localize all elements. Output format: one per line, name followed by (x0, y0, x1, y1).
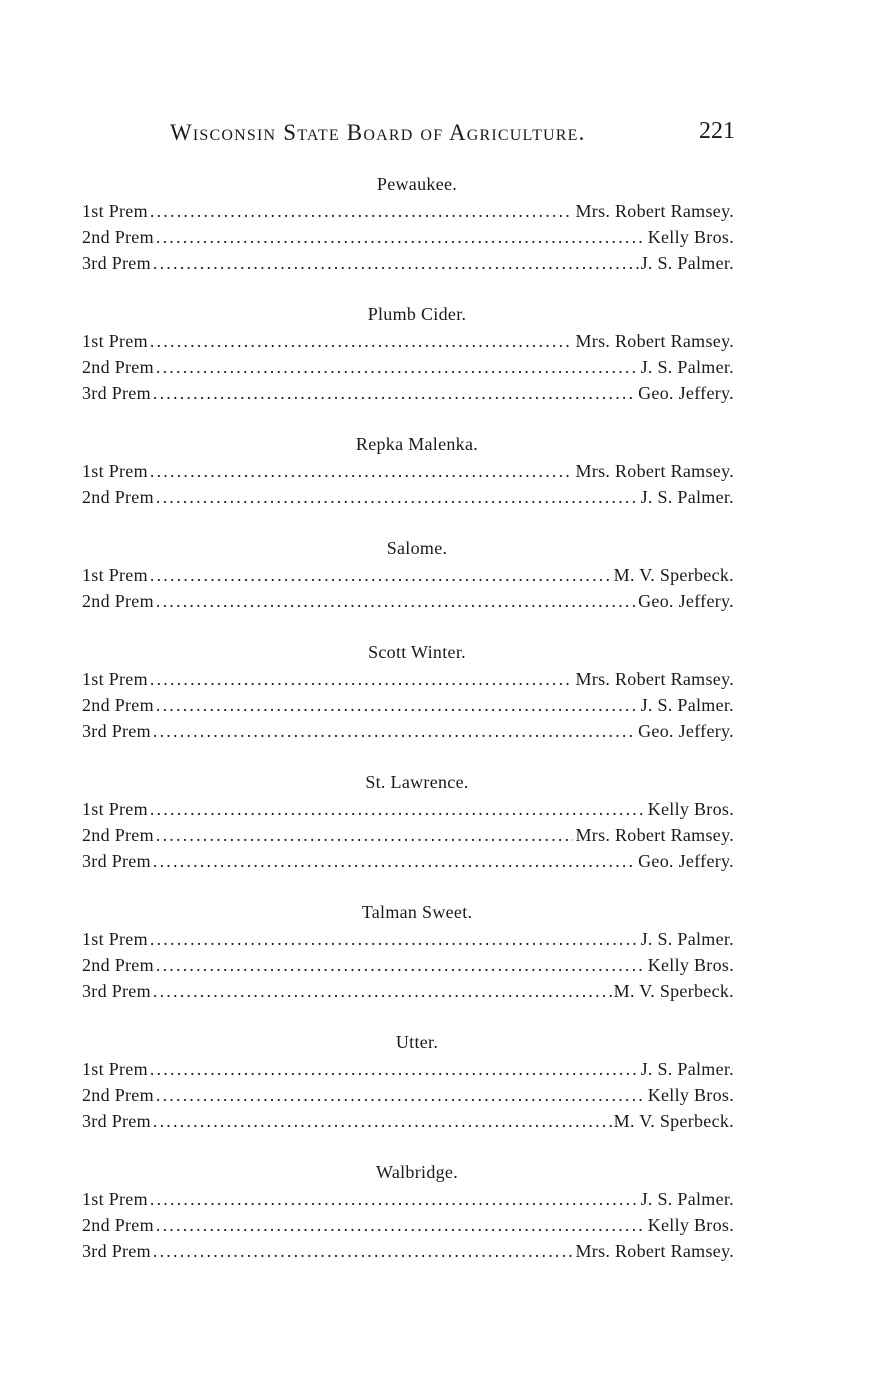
winner-name: J. S. Palmer. (640, 695, 734, 715)
dot-leader (153, 978, 612, 1004)
premium-place: 1st Prem (82, 1189, 148, 1209)
premium-place: 2nd Prem (82, 1215, 154, 1235)
winner-name: J. S. Palmer. (640, 487, 734, 507)
premium-list (82, 170, 734, 1288)
variety-heading: Pewaukee. (376, 174, 458, 194)
award-row (82, 848, 734, 874)
variety-section (82, 1028, 734, 1134)
premium-place: 3rd Prem (82, 253, 151, 273)
dot-leader (150, 1186, 639, 1212)
premium-place: 3rd Prem (82, 1111, 151, 1131)
variety-heading: Utter. (395, 1032, 439, 1052)
premium-place: 1st Prem (82, 461, 148, 481)
award-row (82, 952, 734, 978)
award-row (82, 1082, 734, 1108)
variety-heading: Repka Malenka. (355, 434, 479, 454)
award-row (82, 926, 734, 952)
premium-place: 3rd Prem (82, 383, 151, 403)
winner-name: M. V. Sperbeck. (613, 565, 734, 585)
award-row (82, 588, 734, 614)
winner-name: Kelly Bros. (647, 955, 734, 975)
award-row (82, 354, 734, 380)
page-number: 221 (699, 118, 735, 144)
premium-place: 2nd Prem (82, 227, 154, 247)
winner-name: Mrs. Robert Ramsey. (575, 461, 734, 481)
winner-name: J. S. Palmer. (640, 1059, 734, 1079)
variety-heading: Talman Sweet. (361, 902, 473, 922)
page-header (170, 116, 735, 152)
variety-section (82, 1158, 734, 1264)
dot-leader (153, 718, 636, 744)
winner-name: Mrs. Robert Ramsey. (575, 825, 734, 845)
premium-place: 2nd Prem (82, 1085, 154, 1105)
winner-name: Geo. Jeffery. (638, 851, 734, 871)
variety-section (82, 898, 734, 1004)
winner-name: M. V. Sperbeck. (613, 1111, 734, 1131)
dot-leader (150, 666, 574, 692)
award-row (82, 796, 734, 822)
award-row (82, 822, 734, 848)
dot-leader (150, 328, 574, 354)
winner-name: J. S. Palmer. (640, 929, 734, 949)
dot-leader (156, 952, 646, 978)
premium-place: 1st Prem (82, 929, 148, 949)
winner-name: J. S. Palmer. (640, 253, 734, 273)
award-row (82, 484, 734, 510)
premium-place: 3rd Prem (82, 1241, 151, 1261)
dot-leader (156, 1082, 646, 1108)
variety-heading: Plumb Cider. (367, 304, 467, 324)
award-row (82, 380, 734, 406)
dot-leader (153, 1108, 612, 1134)
award-row (82, 1056, 734, 1082)
winner-name: Geo. Jeffery. (638, 591, 734, 611)
award-row (82, 718, 734, 744)
winner-name: Mrs. Robert Ramsey. (575, 1241, 734, 1261)
dot-leader (153, 1238, 574, 1264)
premium-place: 3rd Prem (82, 981, 151, 1001)
variety-heading: Scott Winter. (368, 642, 466, 662)
dot-leader (150, 796, 646, 822)
variety-heading: Walbridge. (375, 1162, 459, 1182)
premium-place: 3rd Prem (82, 851, 151, 871)
dot-leader (156, 224, 646, 250)
award-row (82, 1212, 734, 1238)
variety-heading: Salome. (386, 538, 448, 558)
dot-leader (150, 458, 574, 484)
premium-place: 2nd Prem (82, 955, 154, 975)
winner-name: Mrs. Robert Ramsey. (575, 331, 734, 351)
award-row (82, 458, 734, 484)
premium-place: 3rd Prem (82, 721, 151, 741)
variety-section (82, 300, 734, 406)
variety-section (82, 768, 734, 874)
premium-place: 1st Prem (82, 331, 148, 351)
premium-place: 2nd Prem (82, 487, 154, 507)
winner-name: Geo. Jeffery. (638, 721, 734, 741)
dot-leader (156, 822, 574, 848)
dot-leader (156, 1212, 646, 1238)
dot-leader (156, 588, 636, 614)
winner-name: J. S. Palmer. (640, 357, 734, 377)
winner-name: J. S. Palmer. (640, 1189, 734, 1209)
award-row (82, 224, 734, 250)
running-title: Wisconsin State Board of Agriculture. (170, 120, 586, 145)
winner-name: M. V. Sperbeck. (613, 981, 734, 1001)
winner-name: Kelly Bros. (647, 227, 734, 247)
variety-heading: St. Lawrence. (365, 772, 469, 792)
variety-section (82, 430, 734, 510)
dot-leader (156, 692, 639, 718)
award-row (82, 1186, 734, 1212)
dot-leader (153, 848, 636, 874)
award-row (82, 562, 734, 588)
dot-leader (153, 250, 639, 276)
winner-name: Kelly Bros. (647, 799, 734, 819)
dot-leader (153, 380, 636, 406)
dot-leader (156, 354, 639, 380)
premium-place: 1st Prem (82, 799, 148, 819)
dot-leader (150, 1056, 639, 1082)
award-row (82, 692, 734, 718)
winner-name: Mrs. Robert Ramsey. (575, 201, 734, 221)
variety-section (82, 170, 734, 276)
premium-place: 1st Prem (82, 1059, 148, 1079)
dot-leader (156, 484, 639, 510)
winner-name: Kelly Bros. (647, 1085, 734, 1105)
winner-name: Kelly Bros. (647, 1215, 734, 1235)
award-row (82, 250, 734, 276)
premium-place: 2nd Prem (82, 591, 154, 611)
winner-name: Geo. Jeffery. (638, 383, 734, 403)
premium-place: 1st Prem (82, 565, 148, 585)
award-row (82, 1238, 734, 1264)
variety-section (82, 534, 734, 614)
premium-place: 2nd Prem (82, 695, 154, 715)
dot-leader (150, 562, 612, 588)
premium-place: 1st Prem (82, 669, 148, 689)
award-row (82, 1108, 734, 1134)
dot-leader (150, 198, 574, 224)
award-row (82, 328, 734, 354)
variety-section (82, 638, 734, 744)
dot-leader (150, 926, 639, 952)
premium-place: 2nd Prem (82, 357, 154, 377)
premium-place: 2nd Prem (82, 825, 154, 845)
award-row (82, 978, 734, 1004)
winner-name: Mrs. Robert Ramsey. (575, 669, 734, 689)
award-row (82, 666, 734, 692)
premium-place: 1st Prem (82, 201, 148, 221)
award-row (82, 198, 734, 224)
